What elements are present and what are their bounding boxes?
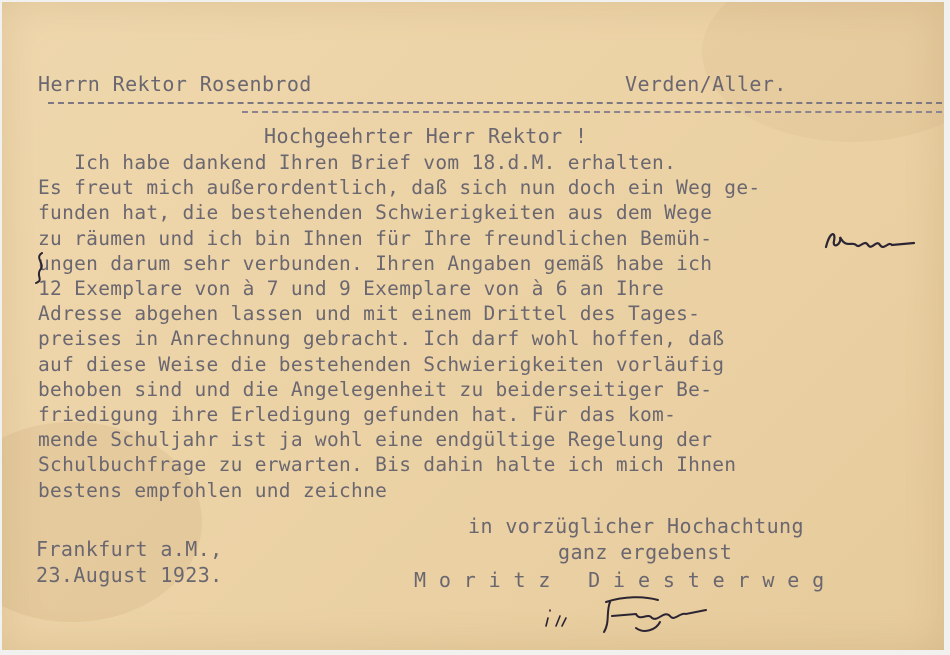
body-line: Schulbuchfrage zu erwarten. Bis dahin halte ich mich Ihnen bbox=[38, 453, 737, 477]
signature-icon bbox=[540, 588, 720, 636]
body-line: friedigung ihre Erledigung gefunden hat. Für das kom- bbox=[38, 403, 677, 427]
recipient-address: Herrn Rektor Rosenbrod bbox=[38, 72, 312, 96]
salutation: Hochgeehrter Herr Rektor ! bbox=[264, 124, 588, 148]
place-header: Verden/Aller. bbox=[625, 72, 787, 96]
closing-regards: ganz ergebenst bbox=[558, 540, 733, 564]
body-line: 12 Exemplare von à 7 und 9 Exemplare von à 6 an Ihre bbox=[38, 277, 665, 301]
body-line: behoben sind und die Angelegenheit zu beiderseitiger Be- bbox=[38, 377, 713, 401]
body-line: preises in Anrechnung gebracht. Ich darf wohl hoffen, daß bbox=[38, 327, 725, 351]
body-line: funden hat, die bestehenden Schwierigkeiten aus dem Wege bbox=[38, 201, 713, 225]
handwritten-correction-icon bbox=[822, 227, 922, 257]
body-line: Es freut mich außerordentlich, daß sich nun doch ein Weg ge- bbox=[38, 176, 761, 200]
body-line: auf diese Weise die bestehenden Schwierigkeiten vorläufig bbox=[38, 352, 725, 376]
footer-date: 23.August 1923. bbox=[36, 563, 223, 587]
body-line: Ich habe dankend Ihren Brief vom 18.d.M. erhalten. bbox=[38, 151, 677, 174]
address-divider-secondary bbox=[242, 111, 942, 113]
footer-place: Frankfurt a.M., bbox=[36, 537, 223, 561]
sender-name: M o r i t z D i e s t e r w e g bbox=[414, 568, 825, 592]
closing-line: in vorzüglicher Hochachtung bbox=[468, 514, 804, 538]
body-line: ungen darum sehr verbunden. Ihren Angaben gemäß habe ich bbox=[38, 251, 713, 275]
body-line: Adresse abgehen lassen und mit einem Drittel des Tages- bbox=[38, 302, 701, 326]
body-line: bestens empfohlen und zeichne bbox=[38, 478, 388, 502]
body-line: zu räumen und ich bin Ihnen für Ihre freundlichen Bemüh- bbox=[38, 226, 713, 250]
address-divider bbox=[48, 102, 942, 104]
letter-body bbox=[38, 150, 760, 503]
body-line: mende Schuljahr ist ja wohl eine endgültige Regelung der bbox=[38, 428, 713, 452]
postcard bbox=[2, 2, 944, 650]
